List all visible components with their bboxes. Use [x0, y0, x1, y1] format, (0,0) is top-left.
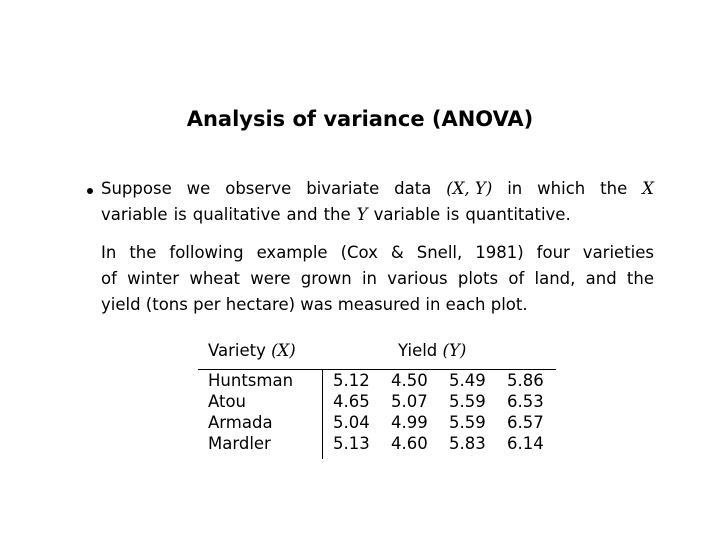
yield-cell: 5.86 [507, 371, 544, 390]
word: observe [225, 179, 292, 198]
yield-cell: 6.53 [507, 392, 544, 411]
table-column-rule [322, 370, 323, 459]
math-y: Y [356, 205, 368, 224]
word: Suppose [101, 179, 172, 198]
variety-cell: Mardler [208, 434, 271, 453]
yield-cell: 5.49 [449, 371, 486, 390]
word: we [186, 179, 211, 198]
bullet-line-1 [101, 176, 654, 202]
yield-cell: 5.07 [391, 392, 428, 411]
yield-cell: 4.60 [391, 434, 428, 453]
variety-cell: Huntsman [208, 371, 294, 390]
word: variable [373, 205, 441, 224]
yield-cell: 6.14 [507, 434, 544, 453]
word: bivariate [306, 179, 380, 198]
word: data [394, 179, 432, 198]
yield-cell: 5.59 [449, 392, 486, 411]
word: is [446, 205, 460, 224]
math-x: X [642, 179, 654, 198]
word: is [173, 205, 187, 224]
example-line-2: of winter wheat were grown in various plots of land, and the [101, 269, 654, 288]
variety-column-header: Variety (X) [208, 341, 296, 360]
bullet-line-2 [101, 202, 654, 228]
page-title: Analysis of variance (ANOVA) [186, 107, 534, 131]
yield-cell: 5.12 [333, 371, 370, 390]
word: quantitative. [465, 205, 571, 224]
table-header-rule [198, 369, 556, 370]
yield-cell: 4.99 [391, 413, 428, 432]
yield-cell: 6.57 [507, 413, 544, 432]
word: the [323, 205, 351, 224]
word: and [286, 205, 318, 224]
math-xy: (X, Y) [446, 179, 493, 198]
bullet-paragraph [101, 176, 654, 228]
yield-cell: 5.04 [333, 413, 370, 432]
word: in [507, 179, 523, 198]
word: which [537, 179, 586, 198]
yield-cell: 5.83 [449, 434, 486, 453]
example-line-3: yield (tons per hectare) was measured in each plot. [101, 295, 528, 314]
bullet-marker [87, 188, 93, 194]
example-paragraph [101, 240, 654, 318]
variety-cell: Armada [208, 413, 273, 432]
yield-column-header: Yield (Y) [398, 341, 467, 360]
word: qualitative [192, 205, 281, 224]
yield-cell: 4.65 [333, 392, 370, 411]
word: the [600, 179, 628, 198]
yield-cell: 5.13 [333, 434, 370, 453]
yield-cell: 5.59 [449, 413, 486, 432]
variety-cell: Atou [208, 392, 247, 411]
yield-cell: 4.50 [391, 371, 428, 390]
example-line-1: In the following example (Cox & Snell, 1981) four varieties [101, 243, 654, 262]
word: variable [101, 205, 168, 224]
